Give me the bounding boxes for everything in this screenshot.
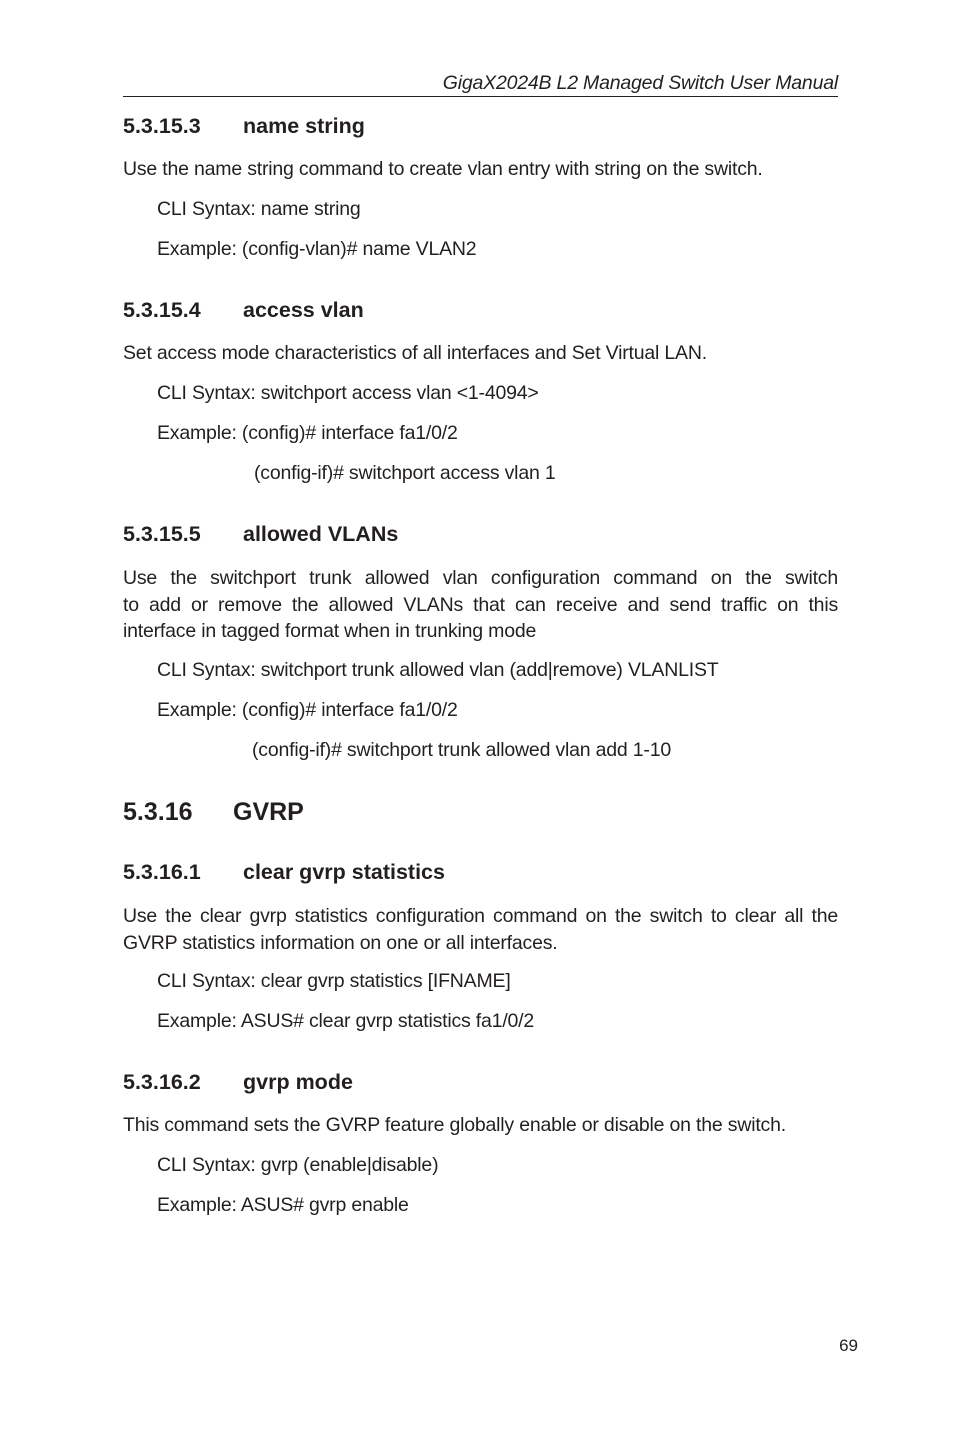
cli-syntax: CLI Syntax: name string	[157, 198, 361, 220]
section-title: GVRP	[233, 798, 304, 826]
section-heading-gvrp-mode	[123, 1070, 353, 1095]
cli-example: Example: ASUS# clear gvrp statistics fa1/0/2	[157, 1010, 535, 1032]
cli-example-continued: (config-if)# switchport access vlan 1	[254, 462, 556, 484]
section-description-paragraph	[123, 903, 838, 956]
section-description: Use the name string command to create vlan entry with string on the switch.	[123, 158, 763, 180]
section-heading-allowed-vlans	[123, 522, 398, 547]
paragraph-line: to add or remove the allowed VLANs that can receive and send traffic on this	[123, 593, 838, 616]
section-title: clear gvrp statistics	[243, 860, 445, 884]
section-heading-clear-gvrp-statistics	[123, 860, 445, 885]
cli-syntax: CLI Syntax: switchport access vlan <1-4094>	[157, 382, 539, 404]
section-description-paragraph	[123, 565, 838, 645]
section-title: access vlan	[243, 298, 364, 322]
section-heading-name-string	[123, 114, 365, 139]
section-number: 5.3.16.1	[123, 860, 201, 884]
section-number: 5.3.15.4	[123, 298, 201, 322]
section-number: 5.3.16	[123, 798, 193, 826]
section-number: 5.3.16.2	[123, 1070, 201, 1094]
cli-example-continued: (config-if)# switchport trunk allowed vlan add 1-10	[252, 739, 672, 761]
section-title: gvrp mode	[243, 1070, 353, 1094]
section-number: 5.3.15.5	[123, 522, 201, 546]
section-title: name string	[243, 114, 365, 138]
cli-example: Example: (config)# interface fa1/0/2	[157, 699, 458, 721]
section-number: 5.3.15.3	[123, 114, 201, 138]
cli-example: Example: ASUS# gvrp enable	[157, 1194, 409, 1216]
cli-syntax: CLI Syntax: switchport trunk allowed vlan (add|remove) VLANLIST	[157, 659, 719, 681]
section-title: allowed VLANs	[243, 522, 399, 546]
section-heading-access-vlan	[123, 298, 364, 323]
section-description: This command sets the GVRP feature globally enable or disable on the switch.	[123, 1114, 786, 1136]
header-rule	[123, 96, 838, 97]
section-heading-gvrp	[123, 798, 304, 827]
paragraph-line: Use the switchport trunk allowed vlan configuration command on the switch	[123, 567, 838, 589]
cli-syntax: CLI Syntax: clear gvrp statistics [IFNAME]	[157, 970, 511, 992]
paragraph-line: GVRP statistics information on one or all interfaces.	[123, 931, 558, 954]
cli-syntax: CLI Syntax: gvrp (enable|disable)	[157, 1154, 439, 1176]
cli-example: Example: (config-vlan)# name VLAN2	[157, 238, 477, 260]
paragraph-line: Use the clear gvrp statistics configuration command on the switch to clear all the	[123, 905, 838, 927]
paragraph-line: interface in tagged format when in trunking mode	[123, 620, 537, 642]
running-header-title: GigaX2024B L2 Managed Switch User Manual	[442, 72, 838, 94]
cli-example: Example: (config)# interface fa1/0/2	[157, 422, 458, 444]
page-number: 69	[839, 1336, 858, 1355]
section-description: Set access mode characteristics of all interfaces and Set Virtual LAN.	[123, 342, 707, 364]
